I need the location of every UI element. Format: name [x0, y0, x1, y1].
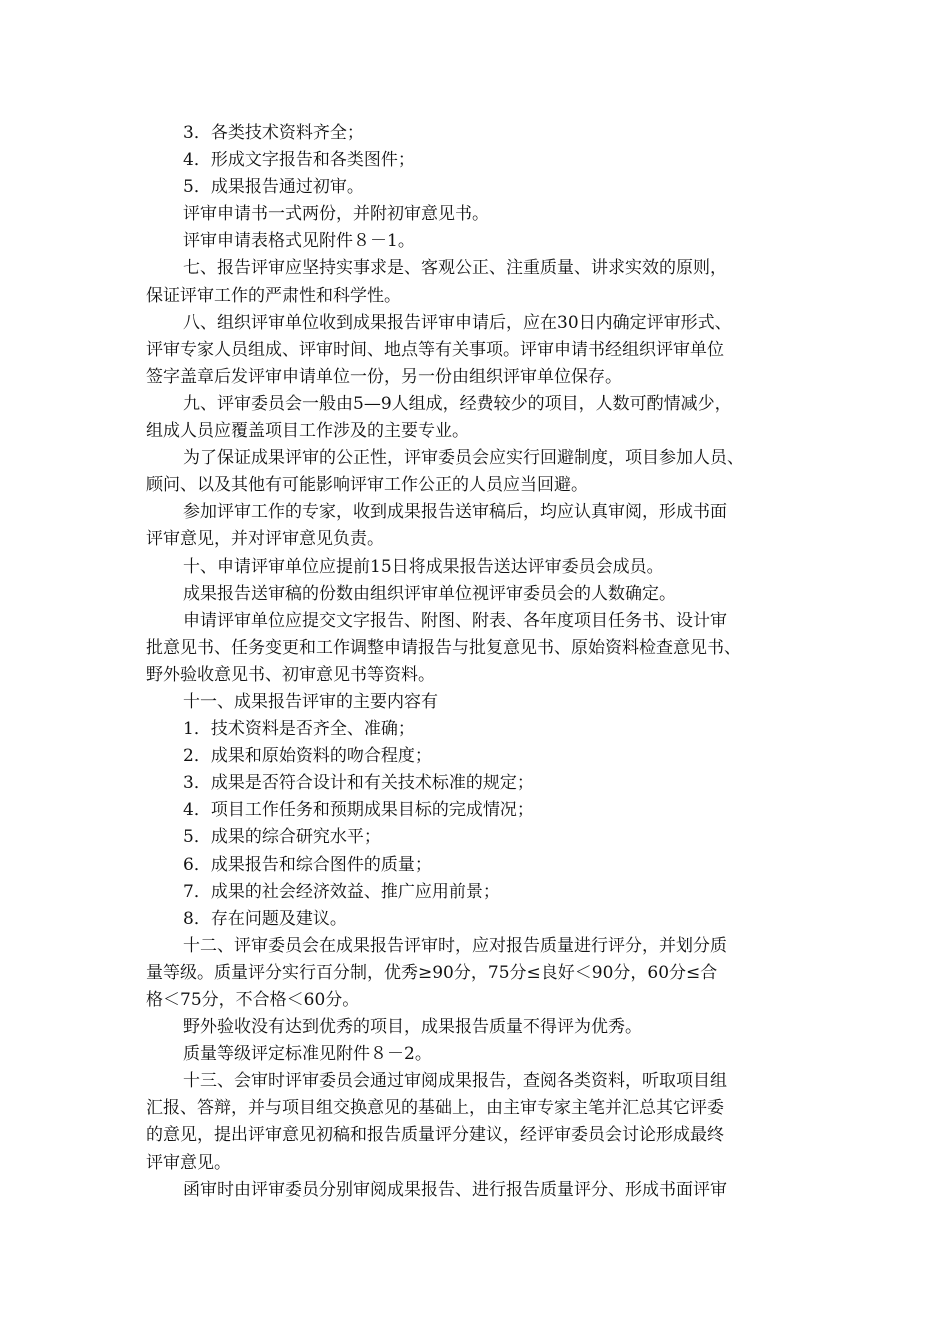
paragraph	[146, 608, 814, 689]
text-line: 十一、成果报告评审的主要内容有	[183, 691, 438, 712]
document-page	[146, 120, 814, 1204]
paragraph	[146, 554, 814, 581]
text-line: 4．项目工作任务和预期成果目标的完成情况；	[183, 800, 534, 821]
paragraph	[146, 770, 814, 797]
text-line: 参加评审工作的专家，收到成果报告送审稿后，均应认真审阅，形成书面	[183, 502, 727, 523]
text-line: 八、组织评审单位收到成果报告评审申请后，应在30日内确定评审形式、	[183, 312, 732, 333]
text-line: 评审申请书一式两份，并附初审意见书。	[183, 204, 489, 225]
text-line: 评审意见。	[146, 1152, 231, 1173]
text-line: 3．各类技术资料齐全；	[183, 123, 364, 143]
paragraph	[146, 1068, 814, 1176]
paragraph	[146, 445, 814, 499]
text-line: 3．成果是否符合设计和有关技术标准的规定；	[183, 773, 534, 794]
text-line: 七、报告评审应坚持实事求是、客观公正、注重质量、讲求实效的原则，	[183, 258, 727, 279]
paragraph	[146, 716, 814, 743]
text-line: 格＜75分，不合格＜60分。	[146, 990, 360, 1010]
paragraph	[146, 1041, 814, 1068]
document-body	[146, 120, 814, 1204]
text-line: 十二、评审委员会在成果报告评审时，应对报告质量进行评分，并划分质	[183, 935, 727, 956]
text-line: 为了保证成果评审的公正性，评审委员会应实行回避制度，项目参加人员、	[183, 448, 744, 469]
paragraph	[146, 391, 814, 445]
text-line: 评审意见，并对评审意见负责。	[146, 529, 384, 550]
paragraph	[146, 201, 814, 228]
text-line: 评审专家人员组成、评审时间、地点等有关事项。评审申请书经组织评审单位	[146, 339, 724, 360]
text-line: 野外验收意见书、初审意见书等资料。	[146, 664, 435, 685]
text-line: 汇报、答辩，并与项目组交换意见的基础上，由主审专家主笔并汇总其它评委	[146, 1098, 724, 1119]
paragraph	[146, 906, 814, 933]
text-line: 1．技术资料是否齐全、准确；	[183, 719, 415, 740]
text-line: 野外验收没有达到优秀的项目，成果报告质量不得评为优秀。	[183, 1017, 642, 1038]
paragraph	[146, 1177, 814, 1204]
text-line: 8．存在问题及建议。	[183, 908, 347, 929]
text-line: 量等级。质量评分实行百分制，优秀≥90分，75分≤良好＜90分，60分≤合	[146, 962, 718, 983]
text-line: 十、申请评审单位应提前15日将成果报告送达评审委员会成员。	[183, 556, 664, 577]
paragraph	[146, 120, 814, 147]
paragraph	[146, 310, 814, 391]
text-line: 5．成果的综合研究水平；	[183, 827, 381, 848]
text-line: 质量等级评定标准见附件８－2。	[183, 1044, 432, 1065]
paragraph	[146, 581, 814, 608]
paragraph	[146, 255, 814, 309]
text-line: 签字盖章后发评审申请单位一份，另一份由组织评审单位保存。	[146, 366, 622, 387]
text-line: 2．成果和原始资料的吻合程度；	[183, 746, 432, 767]
paragraph	[146, 499, 814, 553]
text-line: 九、评审委员会一般由5—9人组成，经费较少的项目，人数可酌情减少，	[183, 393, 732, 414]
paragraph	[146, 824, 814, 851]
text-line: 的意见，提出评审意见初稿和报告质量评分建议，经评审委员会讨论形成最终	[146, 1125, 724, 1146]
paragraph	[146, 1014, 814, 1041]
paragraph	[146, 933, 814, 1014]
text-line: 5．成果报告通过初审。	[183, 177, 364, 198]
paragraph	[146, 147, 814, 174]
text-line: 批意见书、任务变更和工作调整申请报告与批复意见书、原始资料检查意见书、	[146, 637, 741, 658]
paragraph	[146, 852, 814, 879]
text-line: 组成人员应覆盖项目工作涉及的主要专业。	[146, 421, 469, 442]
text-line: 顾问、以及其他有可能影响评审工作公正的人员应当回避。	[146, 475, 588, 496]
text-line: 保证评审工作的严肃性和科学性。	[146, 285, 401, 306]
text-line: 评审申请表格式见附件８－1。	[183, 231, 415, 252]
paragraph	[146, 228, 814, 255]
text-line: 成果报告送审稿的份数由组织评审单位视评审委员会的人数确定。	[183, 583, 676, 604]
paragraph	[146, 743, 814, 770]
text-line: 4．形成文字报告和各类图件；	[183, 150, 415, 171]
text-line: 十三、会审时评审委员会通过审阅成果报告，查阅各类资料，听取项目组	[183, 1071, 727, 1092]
text-line: 申请评审单位应提交文字报告、附图、附表、各年度项目任务书、设计审	[183, 610, 727, 631]
text-line: 函审时由评审委员分别审阅成果报告、进行报告质量评分、形成书面评审	[183, 1179, 727, 1200]
text-line: 7．成果的社会经济效益、推广应用前景；	[183, 881, 500, 902]
paragraph	[146, 879, 814, 906]
paragraph	[146, 174, 814, 201]
text-line: 6．成果报告和综合图件的质量；	[183, 854, 432, 875]
paragraph	[146, 689, 814, 716]
paragraph	[146, 797, 814, 824]
